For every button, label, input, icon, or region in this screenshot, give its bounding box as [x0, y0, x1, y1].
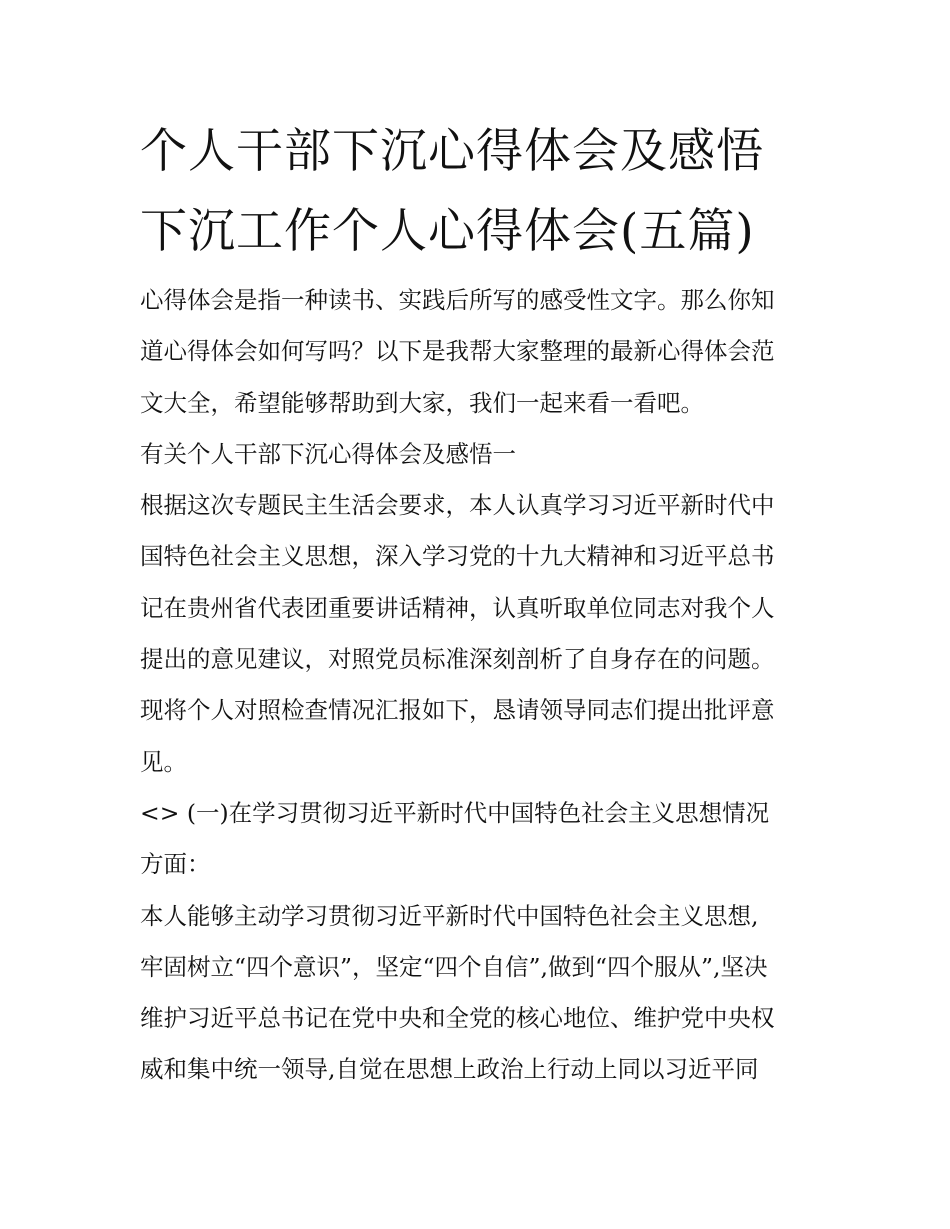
body-line: 国特色社会主义思想，深入学习党的十九大精神和习近平总书: [140, 542, 775, 571]
body-line: 文大全，希望能够帮助到大家，我们一起来看一看吧。: [140, 388, 704, 417]
section-heading: 有关个人干部下沉心得体会及感悟一: [140, 439, 516, 468]
body-line: 心得体会是指一种读书、实践后所写的感受性文字。那么你知: [140, 286, 775, 314]
body-line: 见。: [140, 747, 187, 776]
body-line: 本人能够主动学习贯彻习近平新时代中国特色社会主义思想,: [140, 901, 759, 930]
body-line: 牢固树立“四个意识”，坚定“四个自信”,做到“四个服从”,坚决: [140, 952, 768, 981]
subsection-heading: <> (一)在学习贯彻习近平新时代中国特色社会主义思想情况: [140, 798, 770, 827]
document-title: [140, 112, 840, 272]
document-body: [140, 275, 830, 1096]
body-line: 维护习近平总书记在党中央和全党的核心地位、维护党中央权: [140, 1004, 775, 1033]
body-line: 威和集中统一领导,自觉在思想上政治上行动上同以习近平同: [140, 1055, 759, 1084]
body-line: 方面：: [140, 850, 211, 879]
body-line: 根据这次专题民主生活会要求，本人认真学习习近平新时代中: [140, 491, 775, 520]
body-line: 提出的意见建议，对照党员标准深刻剖析了自身存在的问题。: [140, 645, 775, 674]
title-line-2: 下沉工作个人心得体会(五篇): [140, 204, 755, 259]
body-line: 道心得体会如何写吗？以下是我帮大家整理的最新心得体会范: [140, 337, 775, 366]
title-line-1: 个人干部下沉心得体会及感悟: [140, 124, 764, 179]
body-line: 记在贵州省代表团重要讲话精神，认真听取单位同志对我个人: [140, 593, 775, 622]
body-line: 现将个人对照检查情况汇报如下，恳请领导同志们提出批评意: [140, 696, 775, 725]
